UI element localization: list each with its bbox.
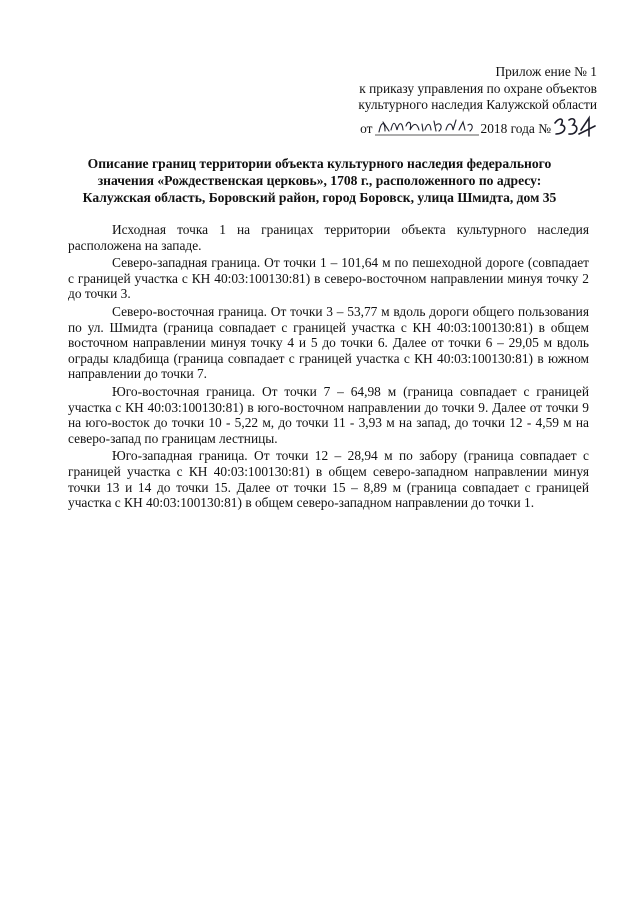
title-line-2: значения «Рождественская церковь», 1708 г., расположенного по адресу: [97,173,542,188]
handwritten-date [373,116,481,138]
appendix-authority: культурного наследия Калужской области [358,97,597,112]
order-date-prefix: от [360,121,373,136]
appendix-header [358,64,597,138]
order-date-line [358,114,597,138]
appendix-number: Прилож ение № 1 [495,64,597,79]
document-body [68,222,589,513]
paragraph-southwest-border: Юго-западная граница. От точки 12 – 28,94 м по забору (граница совпадает с границей участка с КН 40:03:100130:81) в общем северо-западном направлении минуя точки 13 и 14 до точки 15. Далее от точки 15 – 8,89 м (граница совпадает с границей участка с КН 40:03:100130:81) в общем северо-западном направлении до точки 1. [68,448,589,511]
title-line-3: Калужская область, Боровский район, город Боровск, улица Шмидта, дом 35 [82,190,557,205]
paragraph-northwest-border: Северо-западная граница. От точки 1 – 101,64 м по пешеходной дороге (совпадает с границей участка с КН 40:03:100130:81) в северо-восточном направлении минуя точку 2 до точки 3. [68,255,589,302]
order-year: 2018 года № [480,121,551,136]
paragraph-southeast-border: Юго-восточная граница. От точки 7 – 64,98 м (граница совпадает с границей участка с КН 40:03:100130:81) в юго-восточном направлении до точки 9. Далее от точки 9 на юго-восток до точки 10 - 5,22 м, до точки 11 - 3,93 м на запад, до точки 12 - 4,59 м на северо-запад по границам лестницы. [68,383,589,446]
appendix-order-reference: к приказу управления по охране объектов [359,80,597,96]
paragraph-start-point: Исходная точка 1 на границах территории объекта культурного наследия расположена на западе. [68,222,589,253]
title-line-1: Описание границ территории объекта культурного наследия федерального [87,156,552,171]
handwritten-order-number [551,114,597,138]
document-title [50,155,589,206]
paragraph-northeast-border: Северо-восточная граница. От точки 3 – 53,77 м вдоль дороги общего пользования по ул. Шмидта (граница совпадает с границей участка с КН 40:03:100130:81) в общем восточном направлении минуя точку 4 и 5 до точки 6. Далее от точки 6 – 29,05 м вдоль ограды кладбища (граница совпадает с границей участка с КН 40:03:100130:81) в южном направлении до точки 7. [68,303,589,382]
